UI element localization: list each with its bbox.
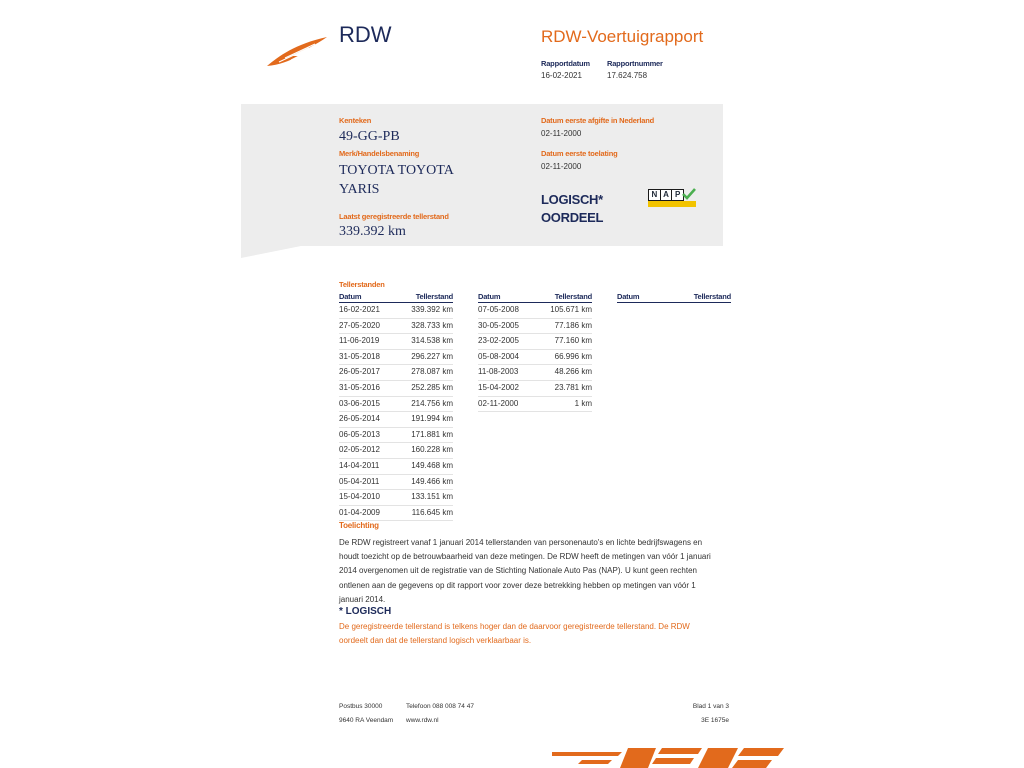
tellerstanden-column-1 <box>339 292 453 521</box>
toelichting-line: ontlenen aan de gegevens op dit rapport voor zover deze betrekking hebben op metingen van vóór 1 <box>339 580 696 590</box>
table-row <box>339 490 453 506</box>
table-row <box>339 319 453 335</box>
table-row <box>478 303 592 319</box>
table-row <box>339 350 453 366</box>
row-tellerstand: 23.781 km <box>554 382 592 392</box>
table-row <box>339 459 453 475</box>
row-datum: 03-06-2015 <box>339 398 380 408</box>
row-tellerstand: 191.994 km <box>411 414 453 424</box>
toelating-label: Datum eerste toelating <box>541 149 618 158</box>
row-datum: 23-02-2005 <box>478 336 519 346</box>
rdw-logo-icon <box>265 34 329 68</box>
oordeel-line1: LOGISCH* <box>541 192 603 207</box>
toelating-value: 02-11-2000 <box>541 162 582 171</box>
tellerstanden-column-3 <box>617 292 731 303</box>
row-datum: 02-05-2012 <box>339 445 380 455</box>
nap-letter: A <box>661 190 672 200</box>
footer-postcode: 9640 RA Veendam <box>339 717 394 724</box>
merk-value-line1: TOYOTA TOYOTA <box>339 163 454 178</box>
footer-code: 3E 1675e <box>701 717 729 724</box>
table-row <box>339 412 453 428</box>
row-datum: 11-06-2019 <box>339 336 380 346</box>
row-tellerstand: 296.227 km <box>411 351 453 361</box>
row-tellerstand: 149.466 km <box>411 476 453 486</box>
vehicle-summary-panel <box>241 104 723 246</box>
toelichting-line: De RDW registreert vanaf 1 januari 2014 tellerstanden van personenauto's en lichte bedrijfswagens en <box>339 538 703 547</box>
row-datum: 27-05-2020 <box>339 320 380 330</box>
laatst-label: Laatst geregistreerde tellerstand <box>339 212 449 221</box>
row-datum: 05-08-2004 <box>478 351 519 361</box>
table-row <box>339 475 453 491</box>
row-tellerstand: 77.186 km <box>554 320 592 330</box>
row-datum: 05-04-2011 <box>339 476 380 486</box>
footer-blad: Blad 1 van 3 <box>692 703 729 710</box>
column-header <box>339 292 453 303</box>
footer-postbus: Postbus 30000 <box>339 703 383 710</box>
row-tellerstand: 149.468 km <box>411 460 453 470</box>
row-datum: 14-04-2011 <box>339 460 380 470</box>
row-tellerstand: 278.087 km <box>411 367 453 377</box>
row-tellerstand: 171.881 km <box>411 429 453 439</box>
table-row <box>478 350 592 366</box>
row-tellerstand: 214.756 km <box>411 398 453 408</box>
row-datum: 26-05-2017 <box>339 367 380 377</box>
col-stand-header: Tellerstand <box>415 292 453 301</box>
row-datum: 02-11-2000 <box>478 398 519 408</box>
table-row <box>478 381 592 397</box>
rapportdatum-label: Rapportdatum <box>541 59 590 68</box>
table-row <box>339 506 453 522</box>
row-datum: 15-04-2010 <box>339 492 380 502</box>
row-tellerstand: 116.645 km <box>411 507 453 517</box>
row-datum: 26-05-2014 <box>339 414 380 424</box>
row-datum: 07-05-2008 <box>478 305 519 314</box>
afgifte-label: Datum eerste afgifte in Nederland <box>541 116 655 125</box>
row-tellerstand: 339.392 km <box>411 305 453 314</box>
row-datum: 06-05-2013 <box>339 429 380 439</box>
toelichting-line: januari 2014. <box>339 594 386 604</box>
laatst-value: 339.392 km <box>339 224 406 239</box>
kenteken-value: 49-GG-PB <box>339 129 400 144</box>
rapportdatum-value: 16-02-2021 <box>541 71 582 80</box>
column-header <box>617 292 731 303</box>
table-row <box>478 397 592 413</box>
table-row <box>339 303 453 319</box>
panel-notch <box>241 246 301 258</box>
report-title: RDW-Voertuigrapport <box>541 27 704 46</box>
merk-label: Merk/Handelsbenaming <box>339 149 420 158</box>
logisch-text <box>339 620 719 648</box>
kenteken-label: Kenteken <box>339 116 372 125</box>
row-tellerstand: 133.151 km <box>411 492 453 502</box>
table-row <box>339 365 453 381</box>
merk-value-line2: YARIS <box>339 182 380 197</box>
toelichting-title: Toelichting <box>339 521 379 530</box>
table-row <box>339 397 453 413</box>
column-header <box>478 292 592 303</box>
table-row <box>339 443 453 459</box>
row-datum: 15-04-2002 <box>478 382 519 392</box>
footer-website: www.rdw.nl <box>406 717 439 724</box>
logisch-line: oordeelt dan dat de tellerstand logisch verklaarbaar is. <box>339 636 532 646</box>
row-tellerstand: 328.733 km <box>411 320 453 330</box>
row-tellerstand: 48.266 km <box>554 367 592 377</box>
decorative-stripes-icon <box>552 746 784 768</box>
row-datum: 31-05-2016 <box>339 382 380 392</box>
rapportnummer-value: 17.624.758 <box>607 71 648 80</box>
toelichting-line: 2014 overgenomen uit de registratie van de Stichting Nationale Auto Pas (NAP). U kunt geen rechten <box>339 566 697 576</box>
table-row <box>339 428 453 444</box>
row-datum: 30-05-2005 <box>478 320 519 330</box>
row-datum: 16-02-2021 <box>339 305 380 314</box>
row-tellerstand: 77.160 km <box>554 336 592 346</box>
logo-text: RDW <box>339 22 392 47</box>
nap-badge-icon <box>648 189 696 207</box>
check-icon <box>682 187 696 201</box>
toelichting-line: houdt toezicht op de betrouwbaarheid van deze metingen. De RDW heeft de metingen van vóór 1 januari <box>339 552 711 562</box>
row-tellerstand: 1 km <box>574 398 592 408</box>
toelichting-text <box>339 536 719 607</box>
nap-letter: N <box>649 190 660 200</box>
rapportnummer-label: Rapportnummer <box>607 59 663 68</box>
row-datum: 01-04-2009 <box>339 507 380 517</box>
row-tellerstand: 314.538 km <box>411 336 453 346</box>
col-stand-header: Tellerstand <box>693 292 731 301</box>
tellerstanden-column-2 <box>478 292 592 412</box>
col-datum-header: Datum <box>339 292 362 301</box>
logisch-line: De geregistreerde tellerstand is telkens hoger dan de daarvoor geregistreerde tellerstand. De RDW <box>339 622 690 631</box>
col-datum-header: Datum <box>478 292 501 301</box>
oordeel-line2: OORDEEL <box>541 210 604 225</box>
row-tellerstand: 66.996 km <box>554 351 592 361</box>
footer-telefoon: Telefoon 088 008 74 47 <box>406 703 474 710</box>
logisch-title: * LOGISCH <box>339 606 392 617</box>
col-stand-header: Tellerstand <box>554 292 592 301</box>
tellerstanden-title: Tellerstanden <box>339 280 385 289</box>
table-row <box>339 334 453 350</box>
table-row <box>478 365 592 381</box>
table-row <box>478 334 592 350</box>
row-tellerstand: 105.671 km <box>550 305 592 314</box>
col-datum-header: Datum <box>617 292 640 301</box>
row-tellerstand: 252.285 km <box>411 382 453 392</box>
row-datum: 11-08-2003 <box>478 367 519 377</box>
row-tellerstand: 160.228 km <box>411 445 453 455</box>
table-row <box>339 381 453 397</box>
table-row <box>478 319 592 335</box>
row-datum: 31-05-2018 <box>339 351 380 361</box>
nap-letter: P <box>672 190 683 200</box>
afgifte-value: 02-11-2000 <box>541 129 582 138</box>
